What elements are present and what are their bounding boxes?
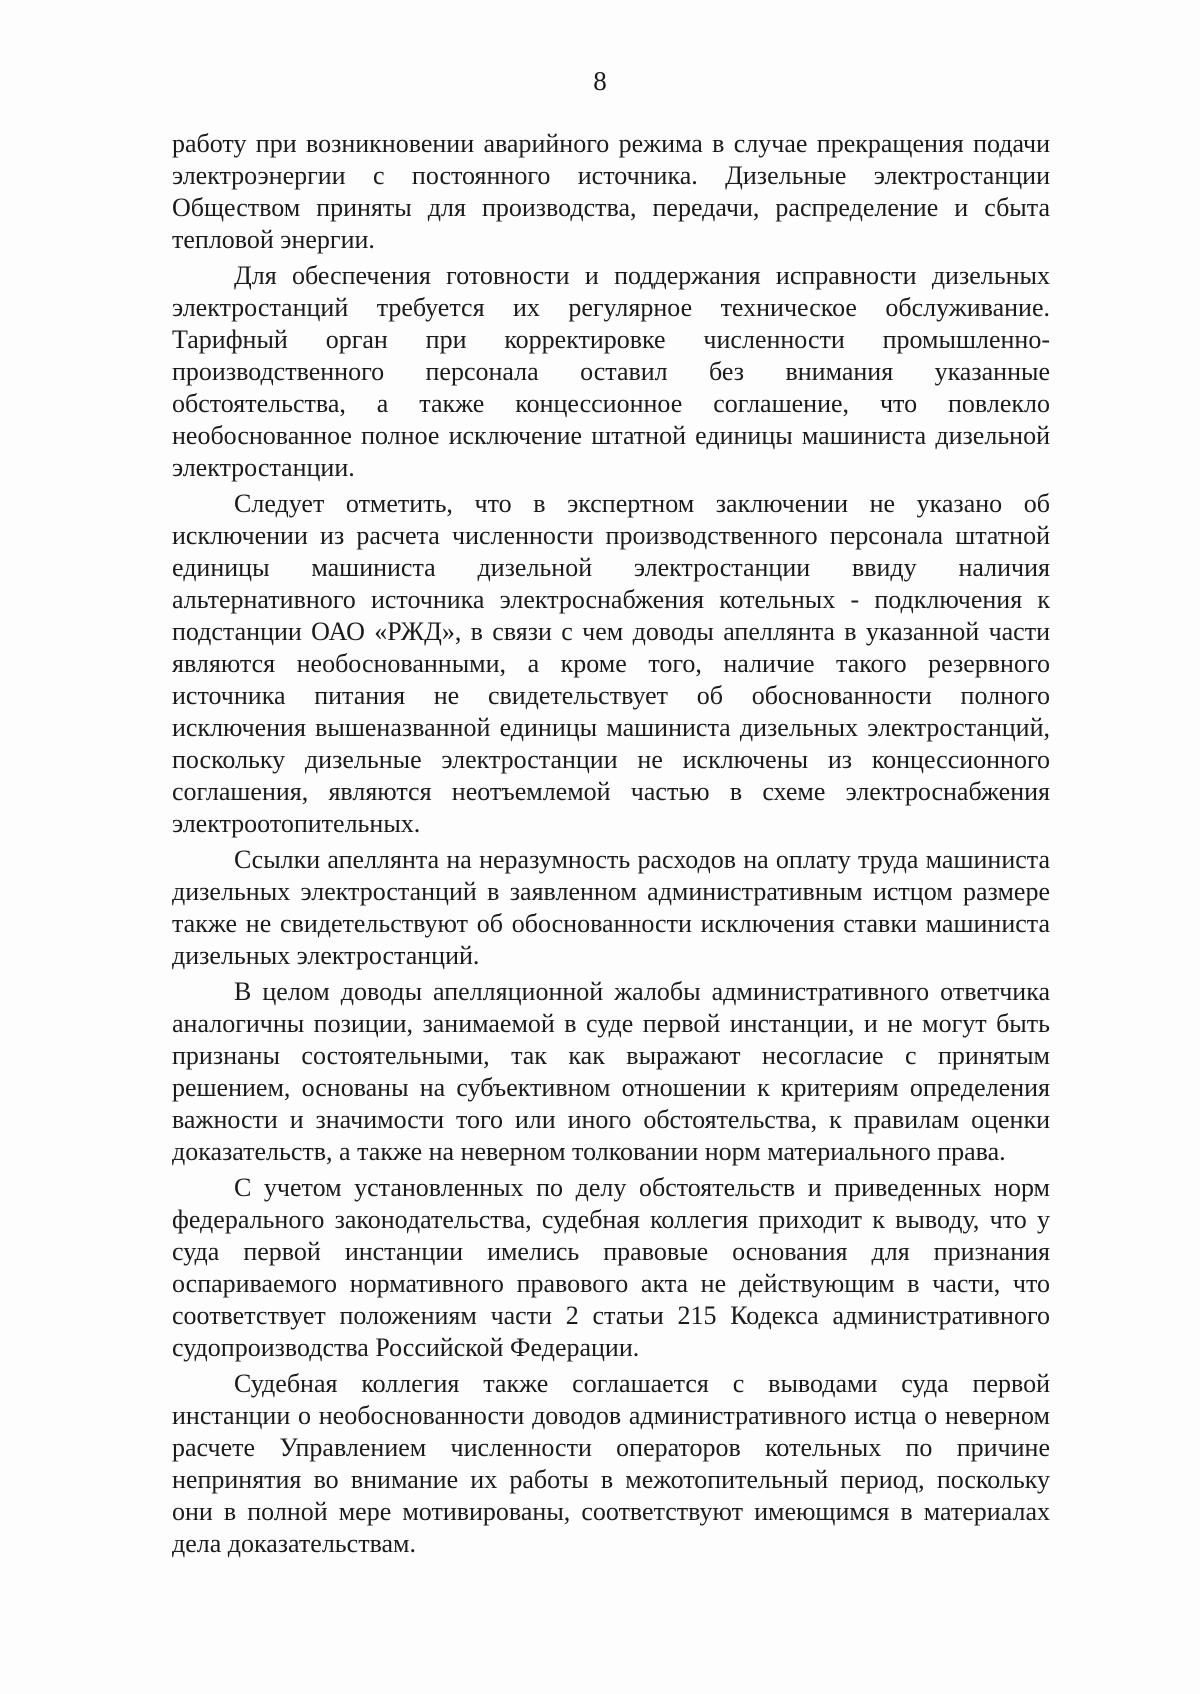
paragraph-court-conclusion: С учетом установленных по делу обстоятельств и приведенных норм федерального законодательства, судебная коллегия приходит к выводу, что у суда первой инстанции имелись правовые основания для признания оспариваемого нормативного правового акта не действующим в части, что соответствует положениям части 2 статьи 215 Кодекса административного судопроизводства Российской Федерации. [172,1173,1050,1362]
paragraph-continuation: работу при возникновении аварийного режима в случае прекращения подачи электроэнергии с постоянного источника. Дизельные электростанции Обществом приняты для производства, передачи, распределение и сбыта тепловой энергии. [172,129,1050,254]
document-body [172,128,1050,1564]
paragraph-labor-costs: Ссылки апеллянта на неразумность расходов на оплату труда машиниста дизельных электростанций в заявленном административным истцом размере также не свидетельствуют об обоснованности исключения ставки машиниста дизельных электростанций. [172,845,1050,970]
paragraph-appeal-arguments: В целом доводы апелляционной жалобы административного ответчика аналогичны позиции, занимаемой в суде первой инстанции, и не могут быть признаны состоятельными, так как выражают несогласие с принятым решением, основаны на субъективном отношении к критериям определения важности и значимости того или иного обстоятельства, к правилам оценки доказательств, а также на неверном толковании норм материального права. [172,977,1050,1166]
page-number: 8 [593,66,607,96]
paragraph-operators-calculation: Судебная коллегия также соглашается с выводами суда первой инстанции о необоснованности доводов административного истца о неверном расчете Управлением численности операторов котельных по причине непринятия во внимание их работы в межотопительный период, поскольку они в полной мере мотивированы, соответствуют имеющимся в материалах дела доказательствам. [172,1369,1050,1558]
paragraph-diesel-maintenance: Для обеспечения готовности и поддержания исправности дизельных электростанций требуется их регулярное техническое обслуживание. Тарифный орган при корректировке численности промышленно-производственного персонала оставил без внимания указанные обстоятельства, а также концессионное соглашение, что повлекло необоснованное полное исключение штатной единицы машиниста дизельной электростанции. [172,261,1050,482]
paragraph-expert-conclusion: Следует отметить, что в экспертном заключении не указано об исключении из расчета численности производственного персонала штатной единицы машиниста дизельной электростанции ввиду наличия альтернативного источника электроснабжения котельных - подключения к подстанции ОАО «РЖД», в связи с чем доводы апеллянта в указанной части являются необоснованными, а кроме того, наличие такого резервного источника питания не свидетельствует об обоснованности полного исключения вышеназванной единицы машиниста дизельных электростанций, поскольку дизельные электростанции не исключены из концессионного соглашения, являются неотъемлемой частью в схеме электроснабжения электроотопительных. [172,489,1050,838]
